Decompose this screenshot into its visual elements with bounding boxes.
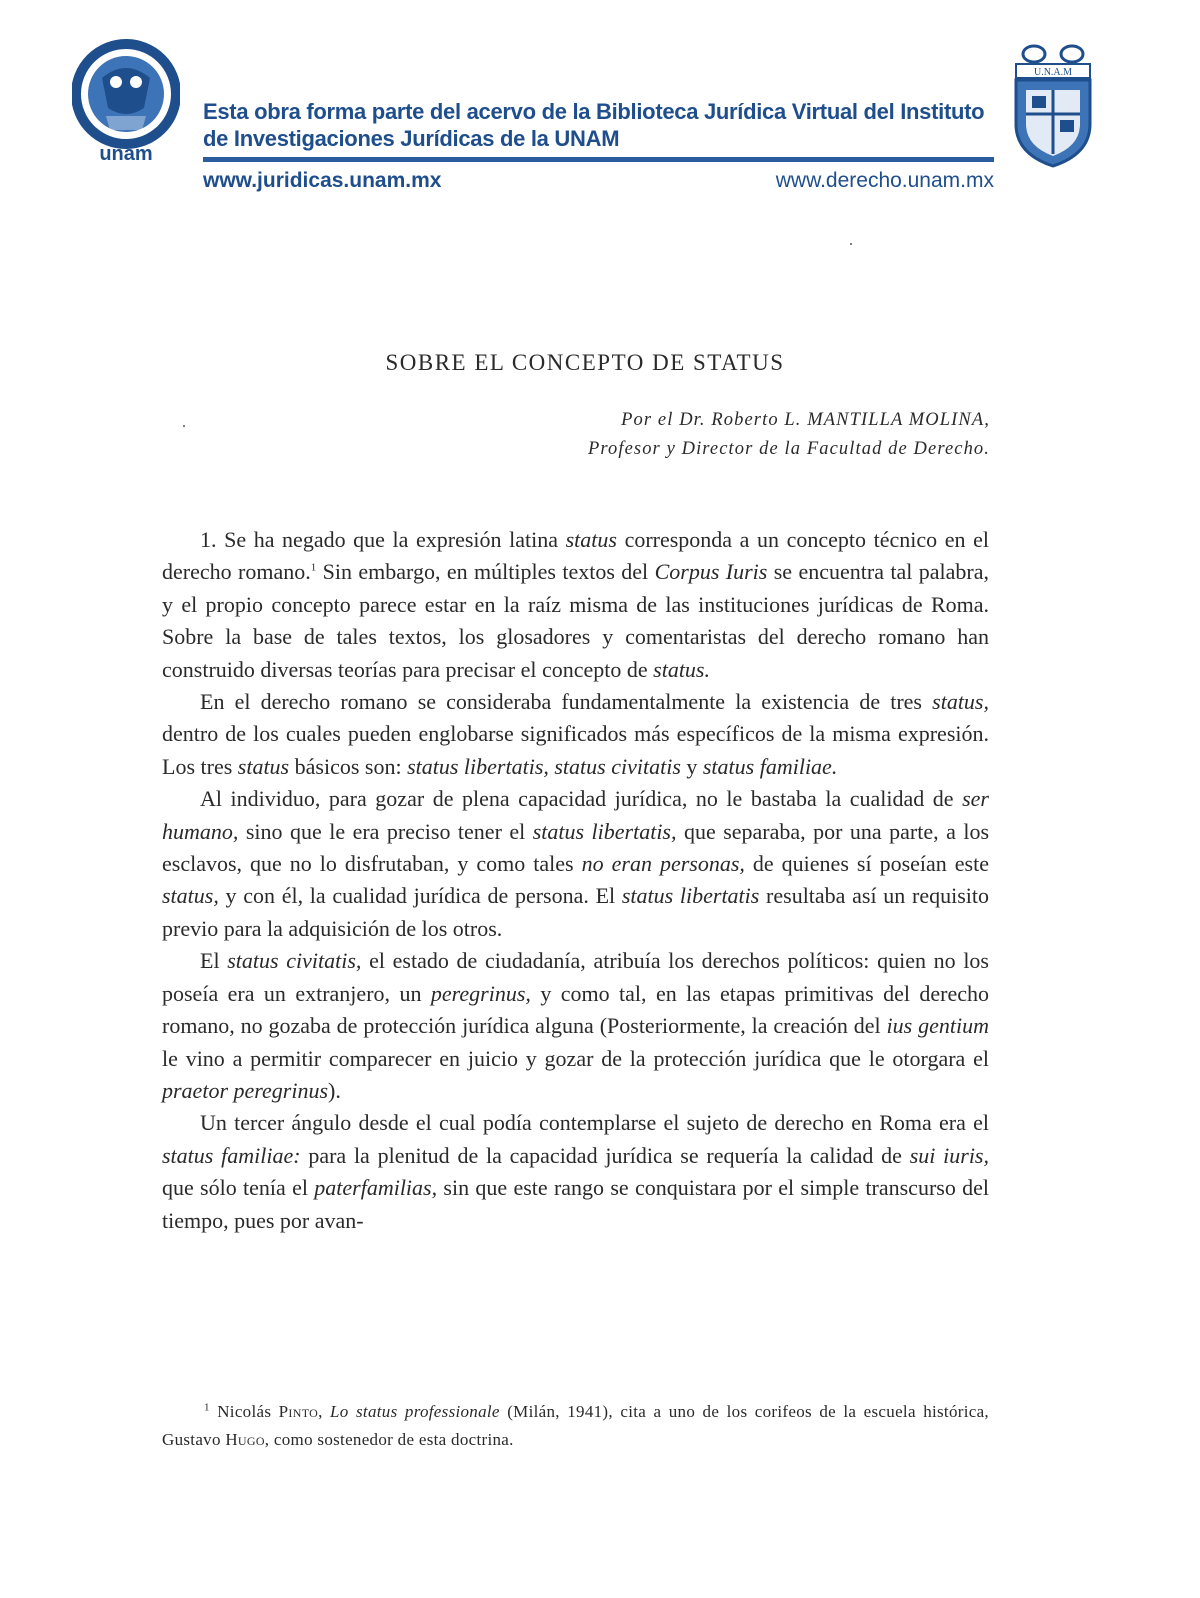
- author-role-line: Profesor y Director de la Facultad de Derecho.: [587, 439, 990, 459]
- derecho-link[interactable]: www.derecho.unam.mx: [775, 169, 994, 192]
- footnote-1: $^1$ Nicolás Pinto, Lo status professionale (Milán, 1941), cita a uno de los corifeos de la escuela histórica, Gustavo Hugo, como sostenedor de esta doctrina.: [162, 1401, 989, 1449]
- article-title: SOBRE EL CONCEPTO DE STATUS: [385, 350, 785, 375]
- footnote-ref: 1: [310, 562, 317, 575]
- unam-shield-text: U.N.A.M: [1033, 67, 1073, 78]
- paragraph-2: En el derecho romano se consideraba fundamentalmente la existencia de tres status, dentro de los cuales pueden englobarse significados más específicos de la misma expresión. Los tres status básicos son: status libertatis, status civitatis y status familiae.: [162, 689, 989, 779]
- header-banner-line2: de Investigaciones Jurídicas de la UNAM: [203, 126, 620, 151]
- footnote: [162, 1398, 989, 1454]
- author-byline: [588, 406, 990, 464]
- unam-logo-text: unam: [99, 143, 153, 165]
- scan-speck: [183, 425, 185, 427]
- paragraph-1: 1. Se ha negado que la expresión latina status corresponda a un concepto técnico en el derecho romano.$^1$ Sin embargo, en múltiples textos del Corpus Iuris se encuentra tal palabra, y el propio concepto parece estar en la raíz misma de las instituciones jurídicas de Roma. Sobre la base de tales textos, los glosadores y comentaristas del derecho romano han construido diversas teorías para precisar el concepto de status.: [162, 527, 990, 682]
- paragraph-4: El status civitatis, el estado de ciudadanía, atribuía los derechos políticos: quien no los poseía era un extranjero, un peregrinus, y como tal, en las etapas primitivas del derecho romano, no gozaba de protección jurídica alguna (Posteriormente, la creación del ius gentium le vino a permitir comparecer en juicio y gozar de la protección jurídica que le otorgara el praetor peregrinus).: [162, 948, 989, 1103]
- scan-speck: [850, 243, 852, 245]
- header-banner-line1: Esta obra forma parte del acervo de la Biblioteca Jurídica Virtual del Instituto: [203, 99, 985, 124]
- unam-shield-logo: [1012, 44, 1094, 168]
- paragraph-5: Un tercer ángulo desde el cual podía contemplarse el sujeto de derecho en Roma era el status familiae: para la plenitud de la capacidad jurídica se requería la calidad de sui iuris, que sólo tenía el paterfamilias, sin que este rango se conquistara por el simple transcurso del tiempo, pues por avan-: [162, 1110, 989, 1233]
- header-banner: [203, 98, 993, 152]
- author-line: Por el Dr. Roberto L. MANTILLA MOLINA,: [621, 410, 990, 430]
- article-body: [162, 524, 989, 1237]
- paragraph-3: Al individuo, para gozar de plena capacidad jurídica, no le bastaba la cualidad de ser humano, sino que le era preciso tener el status libertatis, que separaba, por una parte, a los esclavos, que no lo disfrutaban, y como tales no eran personas, de quienes sí poseían este status, y con él, la cualidad jurídica de persona. El status libertatis resultaba así un requisito previo para la adquisición de los otros.: [162, 786, 990, 941]
- header-divider: [203, 157, 994, 162]
- juridicas-link[interactable]: www.juridicas.unam.mx: [203, 169, 442, 192]
- unam-seal-logo: [72, 38, 180, 166]
